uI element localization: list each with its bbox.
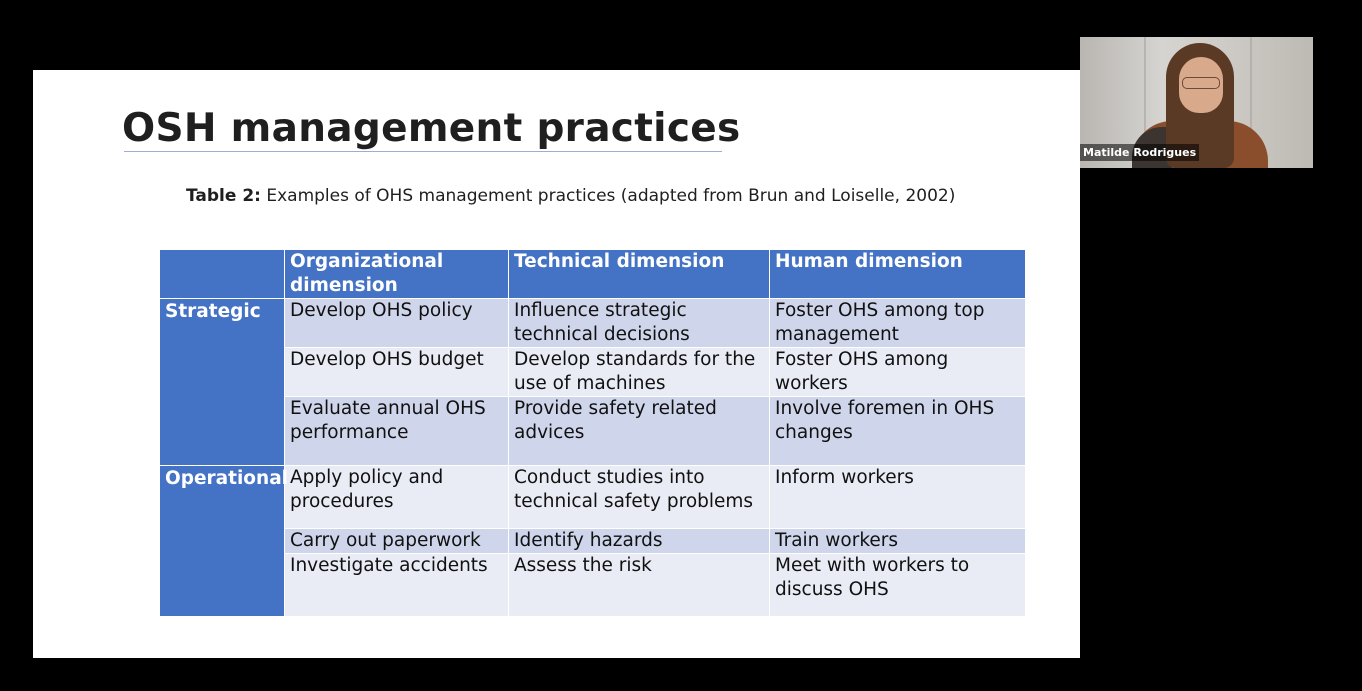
table-cell: Provide safety related advices — [509, 397, 770, 466]
participant-name: Matilde Rodrigues — [1080, 144, 1199, 161]
table-cell: Involve foremen in OHS changes — [770, 397, 1026, 466]
header-organizational: Organizational dimension — [285, 250, 509, 299]
header-empty — [160, 250, 285, 299]
participant-video-tile[interactable] — [1080, 37, 1313, 168]
presentation-slide — [33, 70, 1080, 658]
title-underline — [124, 151, 722, 152]
table-cell: Carry out paperwork — [285, 529, 509, 554]
slide-title: OSH management practices — [122, 106, 741, 151]
header-human: Human dimension — [770, 250, 1026, 299]
table-row — [160, 466, 1026, 529]
header-technical: Technical dimension — [509, 250, 770, 299]
row-group-operational: Operational — [160, 466, 285, 617]
table-row — [160, 348, 1026, 397]
table-caption — [186, 186, 955, 206]
table-cell: Train workers — [770, 529, 1026, 554]
table-row — [160, 299, 1026, 348]
table-cell: Inform workers — [770, 466, 1026, 529]
table-cell: Develop OHS budget — [285, 348, 509, 397]
table-cell: Apply policy and procedures — [285, 466, 509, 529]
table-cell: Develop OHS policy — [285, 299, 509, 348]
practices-table — [159, 249, 1026, 617]
row-group-strategic: Strategic — [160, 299, 285, 466]
table-cell: Develop standards for the use of machines — [509, 348, 770, 397]
table-row — [160, 554, 1026, 617]
table-cell: Influence strategic technical decisions — [509, 299, 770, 348]
glasses-icon — [1182, 77, 1220, 89]
caption-label: Table 2: — [186, 186, 261, 206]
table-cell: Conduct studies into technical safety problems — [509, 466, 770, 529]
table-cell: Meet with workers to discuss OHS — [770, 554, 1026, 617]
table-cell: Assess the risk — [509, 554, 770, 617]
table-cell: Foster OHS among workers — [770, 348, 1026, 397]
table-header-row — [160, 250, 1026, 299]
table-cell: Investigate accidents — [285, 554, 509, 617]
table-cell: Identify hazards — [509, 529, 770, 554]
table-cell: Evaluate annual OHS performance — [285, 397, 509, 466]
table-row — [160, 397, 1026, 466]
table-row — [160, 529, 1026, 554]
table-cell: Foster OHS among top management — [770, 299, 1026, 348]
caption-text: Examples of OHS management practices (adapted from Brun and Loiselle, 2002) — [260, 186, 956, 206]
